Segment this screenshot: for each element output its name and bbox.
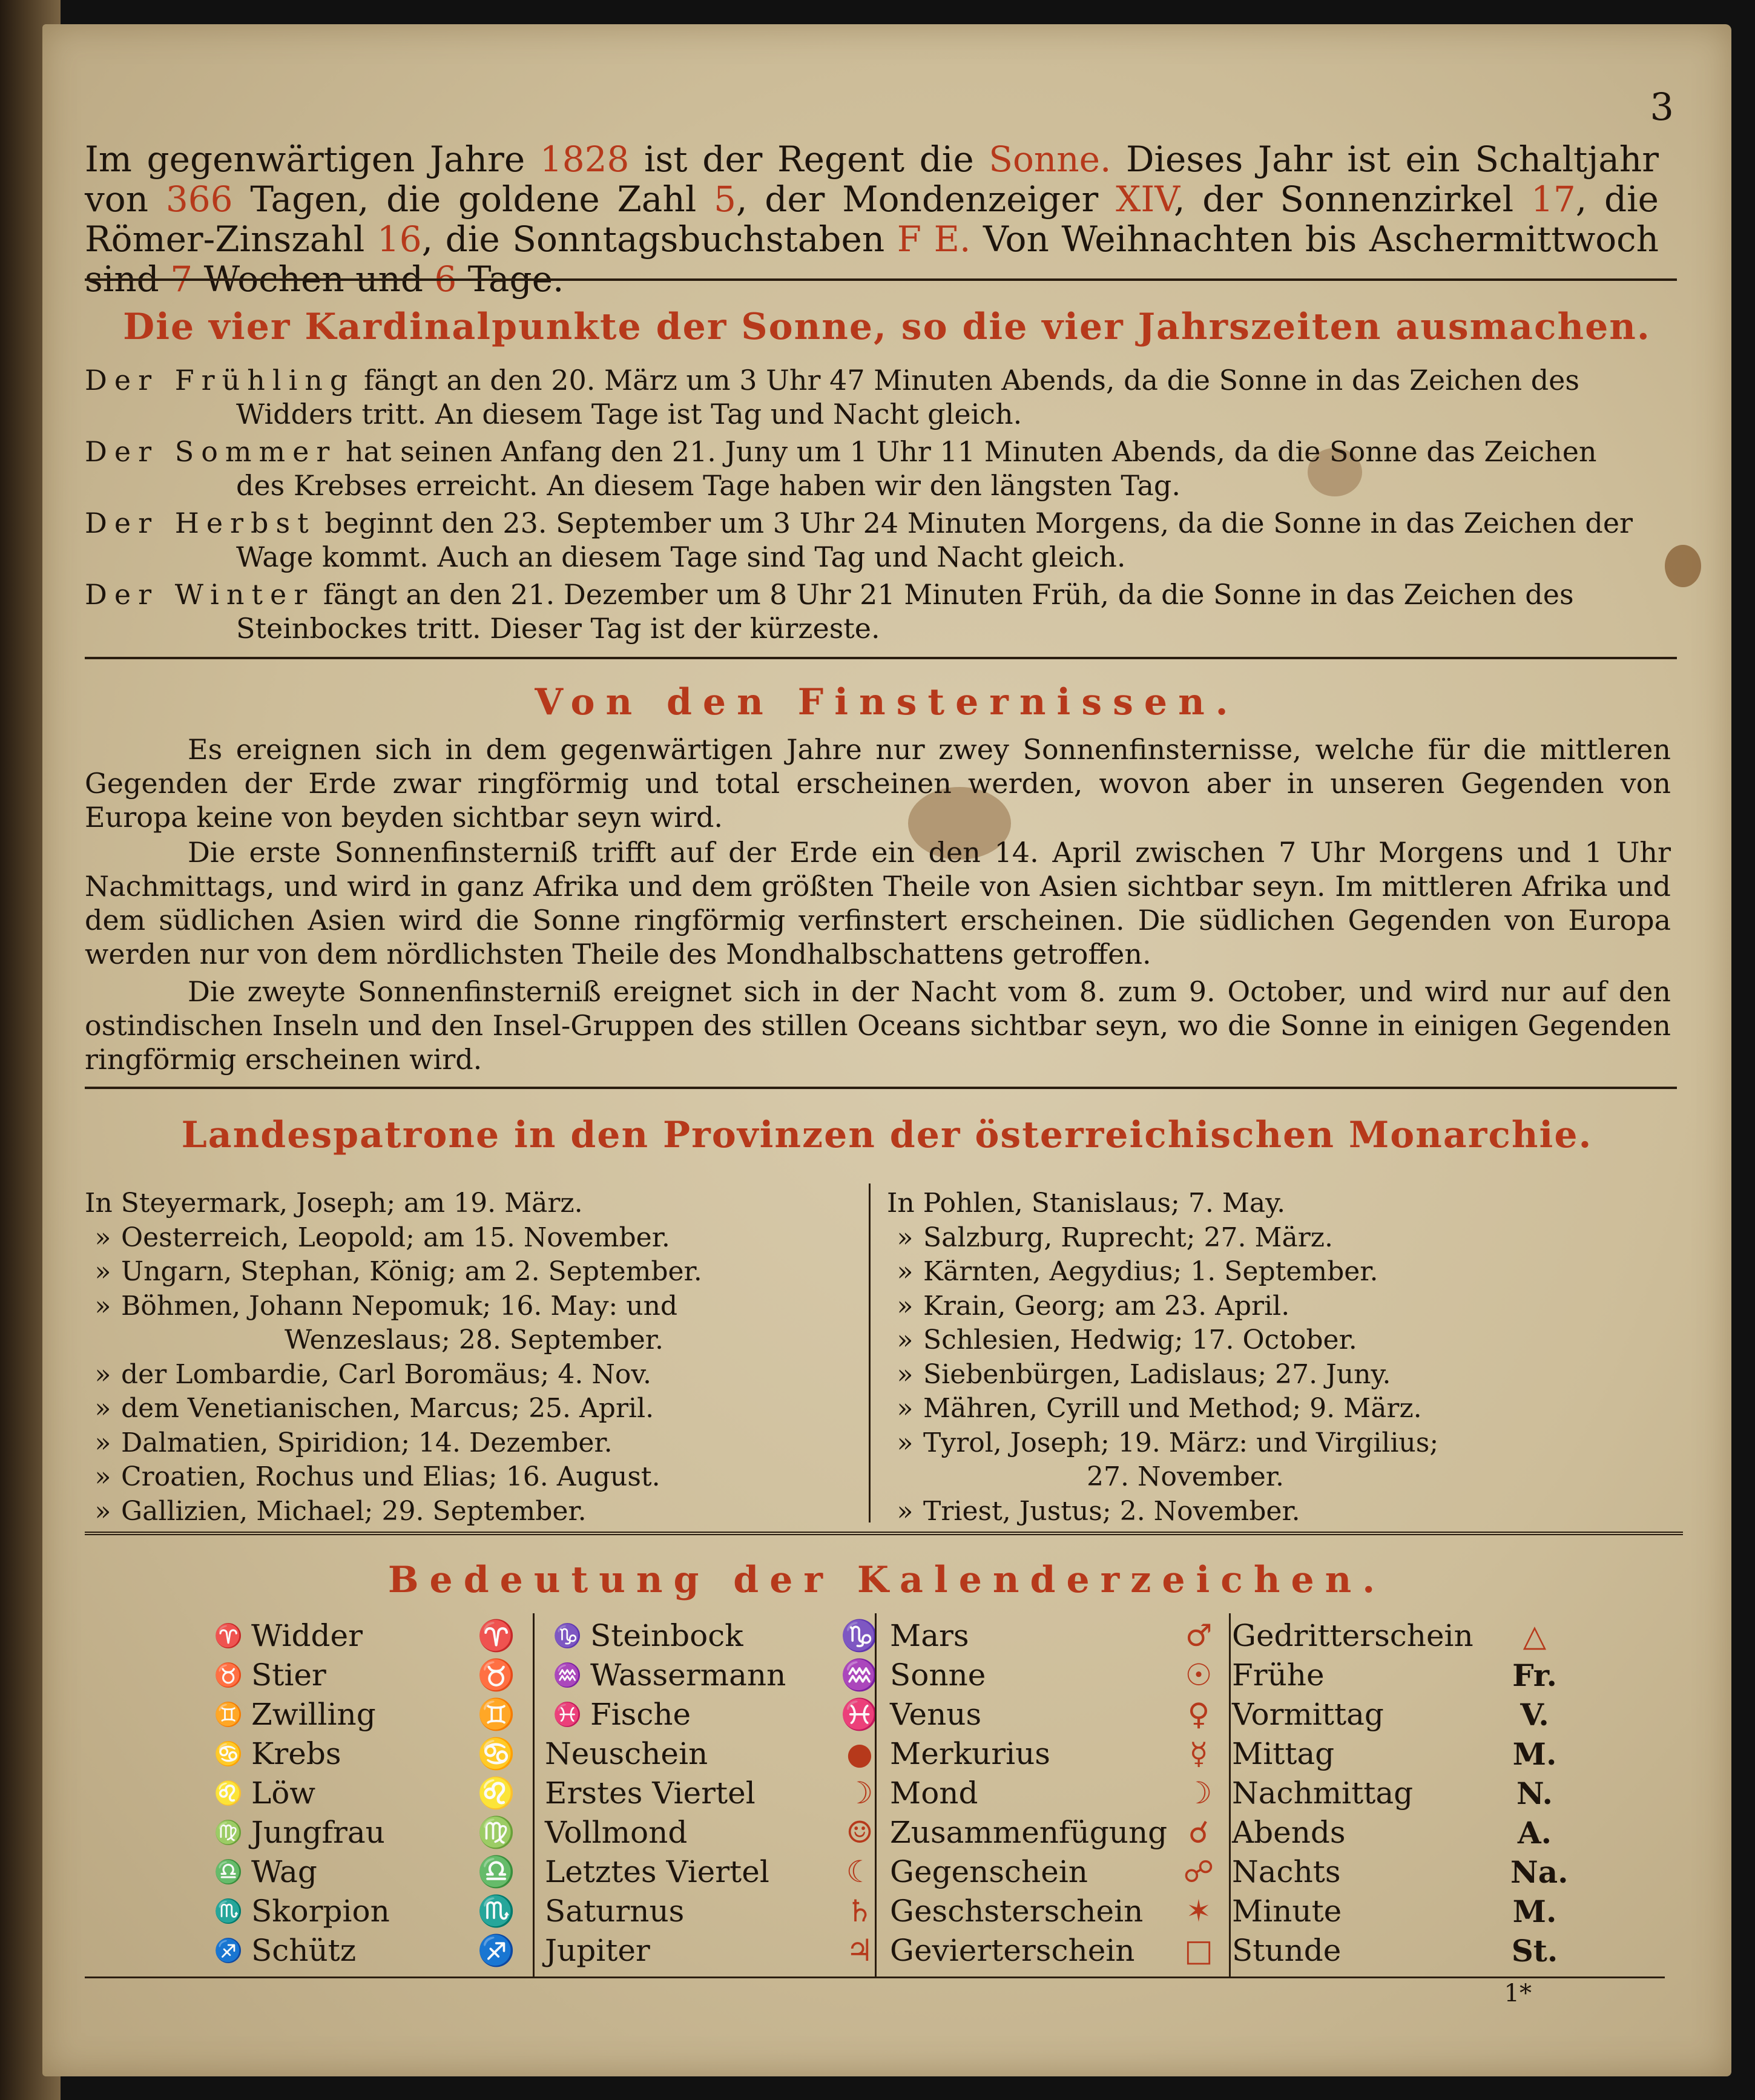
sign-symbol: ♂ <box>1185 1618 1213 1653</box>
sign-symbol: ♊ <box>477 1697 516 1732</box>
sign-label: Vollmond <box>545 1815 688 1850</box>
sign-label: Neuschein <box>545 1736 708 1771</box>
season-text: fängt an den 20. März um 3 Uhr 47 Minuten Abends, da die Sonne in das Zeichen des <box>355 364 1580 397</box>
ditto-mark: » <box>94 1427 111 1458</box>
sign-row <box>890 1852 1223 1892</box>
sign-symbol: ● <box>846 1736 873 1771</box>
sign-label: Minute <box>1232 1894 1342 1929</box>
zodiac-icon: ♏ <box>214 1898 243 1924</box>
sign-symbol: ♀ <box>1187 1697 1210 1732</box>
season-entry <box>85 363 1671 431</box>
ditto-mark: » <box>94 1358 111 1390</box>
sign-symbol: ☍ <box>1183 1854 1214 1889</box>
sign-label: Erstes Viertel <box>545 1776 756 1811</box>
patron-text: Schlesien, Hedwig; 17. October. <box>923 1325 1357 1355</box>
patron-text: In Steyermark, Joseph; am 19. März. <box>85 1188 583 1219</box>
patron-text: In Pohlen, Stanislaus; 7. May. <box>887 1188 1286 1219</box>
ditto-mark: » <box>94 1222 111 1253</box>
eclipse-paragraph-1: Es ereignen sich in dem gegenwärtigen Jahre nur zwey Sonnenfinsternisse, welche für die mittleren Gegenden der Erde zwar ringförmig und total erscheinen werden, wovon aber in unseren Gegenden von Europa keine von beyden sichtbar seyn wird. <box>85 733 1671 834</box>
sign-symbol: ♄ <box>846 1894 874 1929</box>
sign-label: Zusammenfügung <box>890 1815 1168 1850</box>
zodiac-icon: ♐ <box>214 1937 243 1964</box>
patron-row <box>887 1426 1662 1461</box>
column-divider <box>875 1613 877 1977</box>
patron-row <box>887 1187 1662 1221</box>
sign-symbol: ♌ <box>477 1776 516 1811</box>
ditto-mark: » <box>897 1427 914 1458</box>
sign-row <box>545 1931 884 1970</box>
ditto-mark: » <box>94 1495 111 1527</box>
sign-symbol: St. <box>1511 1933 1558 1969</box>
sign-row <box>1232 1616 1559 1656</box>
sign-symbol: V. <box>1520 1697 1549 1733</box>
zodiac-icon: ♈ <box>214 1622 243 1649</box>
sign-row <box>890 1616 1223 1656</box>
patron-text: Croatien, Rochus und Elias; 16. August. <box>121 1461 660 1492</box>
sign-label: Gegenschein <box>890 1854 1088 1889</box>
sign-row <box>206 1616 521 1656</box>
divider <box>85 657 1677 659</box>
sign-symbol: ♈ <box>477 1618 516 1653</box>
season-line-2: Steinbockes tritt. Dieser Tag ist der kürzeste. <box>236 612 880 645</box>
sign-row <box>206 1852 521 1892</box>
sign-label: Jungfrau <box>251 1815 385 1850</box>
sign-row <box>206 1695 521 1734</box>
column-divider <box>1229 1613 1231 1977</box>
eclipse-paragraph-2: Die erste Sonnenfinsterniß trifft auf der Erde ein den 14. April zwischen 7 Uhr Morgens und 1 Uhr Nachmittags, und wird in ganz Afrika und dem größten Theile von Asien sichtbar seyn. Im mittleren Afrika und dem südlichen Asien wird die Sonne ringförmig verfinstert erscheinen. Die südlichen Gegenden von Europa werden nur von dem nördlichsten Theile des Mondhalbschattens getroffen. <box>85 836 1671 970</box>
patron-text: Mähren, Cyrill und Method; 9. März. <box>923 1393 1422 1424</box>
patron-row <box>85 1495 860 1529</box>
sign-label: Wag <box>251 1854 317 1889</box>
patron-row <box>887 1460 1662 1495</box>
sign-label: Nachmittag <box>1232 1776 1414 1811</box>
patron-text: Oesterreich, Leopold; am 15. November. <box>121 1222 670 1253</box>
sign-label: Vormittag <box>1232 1697 1384 1732</box>
patron-text: Kärnten, Aegydius; 1. September. <box>923 1256 1378 1287</box>
season-entry <box>85 578 1671 645</box>
sign-row <box>1232 1931 1559 1970</box>
sign-label: Mars <box>890 1618 969 1653</box>
sign-row <box>890 1656 1223 1695</box>
patron-row <box>887 1289 1662 1324</box>
eclipses-heading: Von den Finsternissen. <box>535 681 1239 723</box>
signs-column-zodiac-2 <box>545 1616 884 1970</box>
sign-row <box>1232 1695 1559 1734</box>
signs-column-abbreviations <box>1232 1616 1569 1970</box>
ditto-mark: » <box>94 1256 111 1287</box>
zodiac-icon: ♑ <box>553 1622 582 1649</box>
sign-label: Widder <box>251 1618 363 1653</box>
zodiac-icon: ♌ <box>214 1780 243 1806</box>
sign-row <box>206 1931 521 1970</box>
patron-row <box>85 1426 860 1461</box>
zodiac-icon: ♍ <box>214 1819 243 1846</box>
season-line-1 <box>85 506 1671 540</box>
eclipse-paragraph-3: Die zweyte Sonnenfinsterniß ereignet sich in der Nacht vom 8. zum 9. October, und wird nur auf den ostindischen Inseln und den Insel-Gruppen des stillen Oceans sichtbar seyn, wo die Sonne in einigen Gegenden ringförmig erscheinen wird. <box>85 975 1671 1076</box>
sign-row <box>545 1813 884 1852</box>
sign-row <box>890 1931 1223 1970</box>
sign-row <box>1232 1852 1569 1892</box>
sign-symbol: ☾ <box>846 1854 874 1889</box>
season-name: Der Sommer <box>85 435 337 468</box>
season-entry <box>85 435 1671 502</box>
sign-label: Steinbock <box>590 1618 743 1653</box>
ditto-mark: » <box>897 1358 914 1390</box>
column-divider <box>533 1613 535 1977</box>
sign-symbol: ☽ <box>1185 1776 1213 1811</box>
sign-label: Gevierterschein <box>890 1933 1135 1968</box>
season-text: fängt an den 21. Dezember um 8 Uhr 21 Minuten Früh, da die Sonne in das Zeichen des <box>314 578 1574 611</box>
divider <box>85 1977 1665 1978</box>
patron-text: Ungarn, Stephan, König; am 2. September. <box>121 1256 702 1287</box>
sign-row <box>1232 1656 1559 1695</box>
season-line-1 <box>85 578 1671 611</box>
sign-symbol: ☿ <box>1189 1736 1208 1771</box>
sign-row <box>206 1774 521 1813</box>
sign-row <box>1232 1774 1559 1813</box>
patron-text: Krain, Georg; am 23. April. <box>923 1290 1290 1322</box>
sign-symbol: ♐ <box>477 1933 516 1968</box>
patron-row <box>887 1323 1662 1358</box>
sign-row <box>1232 1813 1559 1852</box>
zodiac-icon: ♒ <box>553 1662 582 1688</box>
season-line-1 <box>85 435 1671 469</box>
sign-symbol: Fr. <box>1512 1657 1557 1693</box>
ditto-mark: » <box>897 1495 914 1527</box>
sign-symbol: ♒ <box>840 1657 879 1693</box>
sign-row <box>1232 1734 1559 1774</box>
sign-label: Geschsterschein <box>890 1894 1144 1929</box>
season-name: Der Winter <box>85 578 315 611</box>
sign-label: Stunde <box>1232 1933 1342 1968</box>
sign-row <box>545 1892 884 1931</box>
sign-row <box>545 1774 884 1813</box>
patrons-left-column <box>85 1187 860 1529</box>
ditto-mark: » <box>897 1290 914 1322</box>
sign-label: Löw <box>251 1776 316 1811</box>
season-line-1 <box>85 363 1671 397</box>
sign-symbol: ☌ <box>1188 1815 1209 1850</box>
sign-label: Venus <box>890 1697 982 1732</box>
sign-symbol: ♏ <box>477 1894 516 1929</box>
sign-label: Skorpion <box>251 1894 390 1929</box>
sign-label: Fische <box>590 1697 691 1732</box>
patron-text: Siebenbürgen, Ladislaus; 27. Juny. <box>923 1358 1391 1390</box>
ditto-mark: » <box>897 1393 914 1424</box>
patron-text: Böhmen, Johann Nepomuk; 16. May: und <box>121 1290 678 1322</box>
cardinal-heading: Die vier Kardinalpunkte der Sonne, so die vier Jahrszeiten ausmachen. <box>123 306 1651 348</box>
signs-heading: Bedeutung der Kalenderzeichen. <box>387 1559 1386 1601</box>
intro-paragraph: Im gegenwärtigen Jahre 1828 ist der Regent die Sonne. Dieses Jahr ist ein Schaltjahr von 366 Tagen, die goldene Zahl 5, der Mondenzeiger XIV, der Sonnenzirkel 17, die Römer-Zinszahl 16, die Sonntagsbuchstaben F E. Von Weihnachten bis Aschermittwoch sind 7 Wochen und 6 Tage. <box>85 139 1659 300</box>
season-line-2: Wage kommt. Auch an diesem Tage sind Tag und Nacht gleich. <box>236 541 1126 573</box>
signs-column-planets <box>890 1616 1223 1970</box>
ditto-mark: » <box>897 1325 914 1355</box>
sign-label: Mond <box>890 1776 978 1811</box>
sign-label: Krebs <box>251 1736 341 1771</box>
sign-label: Stier <box>251 1657 326 1693</box>
sign-symbol: ♎ <box>477 1854 516 1889</box>
sign-row <box>206 1734 521 1774</box>
patron-row <box>85 1460 860 1495</box>
sign-symbol: ☺ <box>846 1815 874 1850</box>
patron-row <box>85 1392 860 1426</box>
sign-row <box>206 1656 521 1695</box>
season-name: Der Herbst <box>85 507 316 539</box>
ditto-mark: » <box>94 1290 111 1322</box>
patron-row <box>887 1392 1662 1426</box>
ditto-mark: » <box>897 1256 914 1287</box>
divider <box>85 1532 1683 1535</box>
patron-row <box>85 1289 860 1324</box>
sign-label: Gedritterschein <box>1232 1618 1473 1653</box>
sign-symbol: ☉ <box>1185 1657 1213 1693</box>
sign-symbol: M. <box>1512 1736 1557 1772</box>
season-line-2: des Krebses erreicht. An diesem Tage haben wir den längsten Tag. <box>236 469 1180 502</box>
sign-row <box>545 1734 884 1774</box>
patron-text: Dalmatien, Spiridion; 14. Dezember. <box>121 1427 613 1458</box>
season-name: Der Frühling <box>85 364 355 397</box>
sign-row <box>890 1892 1223 1931</box>
sign-symbol: ♉ <box>477 1657 516 1693</box>
patron-row <box>85 1221 860 1256</box>
sign-label: Abends <box>1232 1815 1346 1850</box>
almanac-page <box>42 24 1731 2076</box>
patron-text: Salzburg, Ruprecht; 27. März. <box>923 1222 1333 1253</box>
patron-text: 27. November. <box>1087 1461 1284 1492</box>
column-divider <box>869 1183 871 1522</box>
season-line-2: Widders tritt. An diesem Tage ist Tag und Nacht gleich. <box>236 398 1022 430</box>
sign-label: Wassermann <box>590 1657 786 1693</box>
sign-symbol: □ <box>1184 1933 1213 1968</box>
season-text: hat seinen Anfang den 21. Juny um 1 Uhr 11 Minuten Abends, da die Sonne das Zeichen <box>337 435 1597 468</box>
patron-row <box>85 1323 860 1358</box>
ditto-mark: » <box>94 1393 111 1424</box>
patron-row <box>887 1221 1662 1256</box>
sign-row <box>545 1852 884 1892</box>
patrons-heading: Landespatrone in den Provinzen der österreichischen Monarchie. <box>181 1114 1593 1156</box>
sign-label: Schütz <box>251 1933 357 1968</box>
sign-symbol: ☽ <box>846 1776 874 1811</box>
patron-text: Tyrol, Joseph; 19. März: und Virgilius; <box>923 1427 1439 1458</box>
sign-row <box>1232 1892 1559 1931</box>
sign-label: Sonne <box>890 1657 986 1693</box>
signs-column-zodiac-1 <box>206 1616 521 1970</box>
season-entry <box>85 506 1671 574</box>
zodiac-icon: ♎ <box>214 1858 243 1885</box>
sign-label: Merkurius <box>890 1736 1050 1771</box>
patron-row <box>887 1495 1662 1529</box>
sign-symbol: M. <box>1512 1894 1557 1929</box>
patron-text: dem Venetianischen, Marcus; 25. April. <box>121 1393 654 1424</box>
ditto-mark: » <box>897 1222 914 1253</box>
patron-row <box>85 1358 860 1392</box>
patron-row <box>85 1187 860 1221</box>
sign-symbol: ✶ <box>1186 1894 1211 1929</box>
sign-symbol: A. <box>1517 1815 1552 1851</box>
sign-row <box>545 1616 884 1656</box>
sign-symbol: ♓ <box>840 1697 879 1732</box>
sign-symbol: Na. <box>1510 1854 1569 1890</box>
patron-row <box>85 1255 860 1289</box>
sign-label: Jupiter <box>545 1933 650 1968</box>
sign-label: Zwilling <box>251 1697 376 1732</box>
patron-text: der Lombardie, Carl Boromäus; 4. Nov. <box>121 1358 651 1390</box>
sign-symbol: △ <box>1523 1618 1547 1653</box>
sign-label: Mittag <box>1232 1736 1335 1771</box>
patron-row <box>887 1358 1662 1392</box>
season-text: beginnt den 23. September um 3 Uhr 24 Minuten Morgens, da die Sonne in das Zeichen der <box>315 507 1633 539</box>
sign-symbol: N. <box>1516 1776 1553 1811</box>
sign-symbol: ♍ <box>477 1815 516 1850</box>
patron-text: Gallizien, Michael; 29. September. <box>121 1495 587 1527</box>
patron-row <box>887 1255 1662 1289</box>
sign-symbol: ♑ <box>840 1618 879 1653</box>
zodiac-icon: ♋ <box>214 1740 243 1767</box>
sign-label: Letztes Viertel <box>545 1854 769 1889</box>
sign-symbol: ♋ <box>477 1736 516 1771</box>
zodiac-icon: ♊ <box>214 1701 243 1728</box>
sign-row <box>890 1734 1223 1774</box>
patrons-right-column <box>887 1187 1662 1529</box>
page-number: 3 <box>1650 85 1674 129</box>
sign-row <box>545 1695 884 1734</box>
sign-row <box>206 1892 521 1931</box>
zodiac-icon: ♓ <box>553 1701 582 1728</box>
signature-mark: 1* <box>1504 1980 1532 2007</box>
sign-symbol: ♃ <box>846 1933 874 1968</box>
divider <box>85 1087 1677 1089</box>
sign-label: Frühe <box>1232 1657 1325 1693</box>
ditto-mark: » <box>94 1461 111 1492</box>
sign-label: Saturnus <box>545 1894 685 1929</box>
patron-text: Wenzeslaus; 28. September. <box>285 1325 663 1355</box>
sign-row <box>545 1656 884 1695</box>
sign-row <box>890 1695 1223 1734</box>
patron-text: Triest, Justus; 2. November. <box>923 1495 1300 1527</box>
sign-label: Nachts <box>1232 1854 1341 1889</box>
sign-row <box>890 1813 1223 1852</box>
divider <box>85 278 1677 281</box>
zodiac-icon: ♉ <box>214 1662 243 1688</box>
sign-row <box>206 1813 521 1852</box>
sign-row <box>890 1774 1223 1813</box>
